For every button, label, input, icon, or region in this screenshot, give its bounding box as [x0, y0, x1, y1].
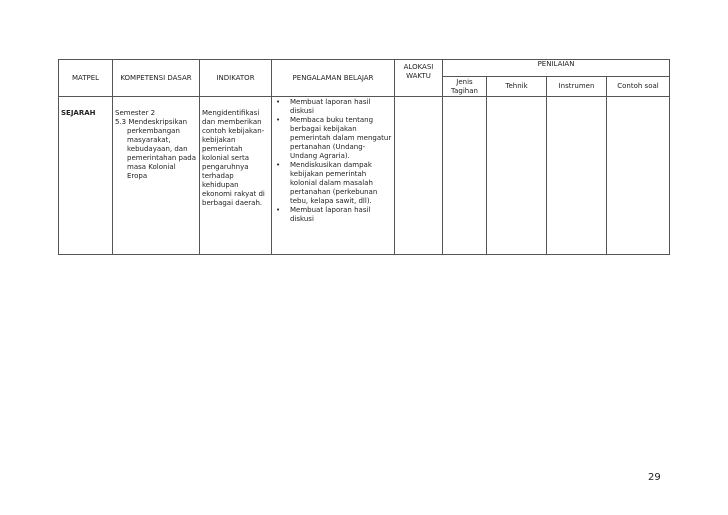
header-kompetensi-dasar: KOMPETENSI DASAR — [113, 60, 200, 97]
cell-pengalaman-belajar — [272, 97, 395, 255]
header-jenis-tagihan: Jenis Tagihan — [443, 77, 487, 97]
list-item: • Membaca buku tentang berbagai kebijakan pemerintah dalam mengatur pertanahan (Undang-Undang Agraria). — [274, 116, 392, 161]
kd-semester: Semester 2 — [115, 109, 156, 117]
cell-kompetensi-dasar — [113, 97, 200, 255]
header-indikator: INDIKATOR — [200, 60, 272, 97]
header-contoh-soal: Contoh soal — [607, 77, 670, 97]
cell-mapel: SEJARAH — [59, 97, 113, 255]
header-pengalaman-belajar: PENGALAMAN BELAJAR — [272, 60, 395, 97]
kd-text: 5.3 Mendeskripsikan perkembangan masyarakat, kebudayaan, dan pemerintahan pada masa Kolonial Eropa — [115, 118, 197, 180]
cell-tehnik — [487, 97, 547, 255]
header-mapel: MATPEL — [59, 60, 113, 97]
cell-indikator: Mengidentifikasi dan memberikan contoh kebijakan-kebijakan pemerintah kolonial serta pengaruhnya terhadap kehidupan ekonomi rakyat di berbagai daerah. — [200, 97, 272, 255]
cell-contoh-soal — [607, 97, 670, 255]
header-alokasi-waktu: ALOKASI WAKTU — [395, 60, 443, 97]
list-item: • Membuat laporan hasil diskusi — [274, 206, 392, 224]
cell-instrumen — [547, 97, 607, 255]
cell-jenis-tagihan — [443, 97, 487, 255]
curriculum-table — [58, 59, 670, 255]
page-number: 29 — [648, 472, 661, 483]
header-instrumen: Instrumen — [547, 77, 607, 97]
list-item: • Membuat laporan hasil diskusi — [274, 98, 392, 116]
table-row — [59, 97, 670, 255]
cell-alokasi-waktu — [395, 97, 443, 255]
header-tehnik: Tehnik — [487, 77, 547, 97]
list-item: • Mendiskusikan dampak kebijakan pemerintah kolonial dalam masalah pertanahan (perkebunan tebu, kelapa sawit, dll). — [274, 161, 392, 206]
header-penilaian: PENILAIAN — [443, 60, 670, 77]
